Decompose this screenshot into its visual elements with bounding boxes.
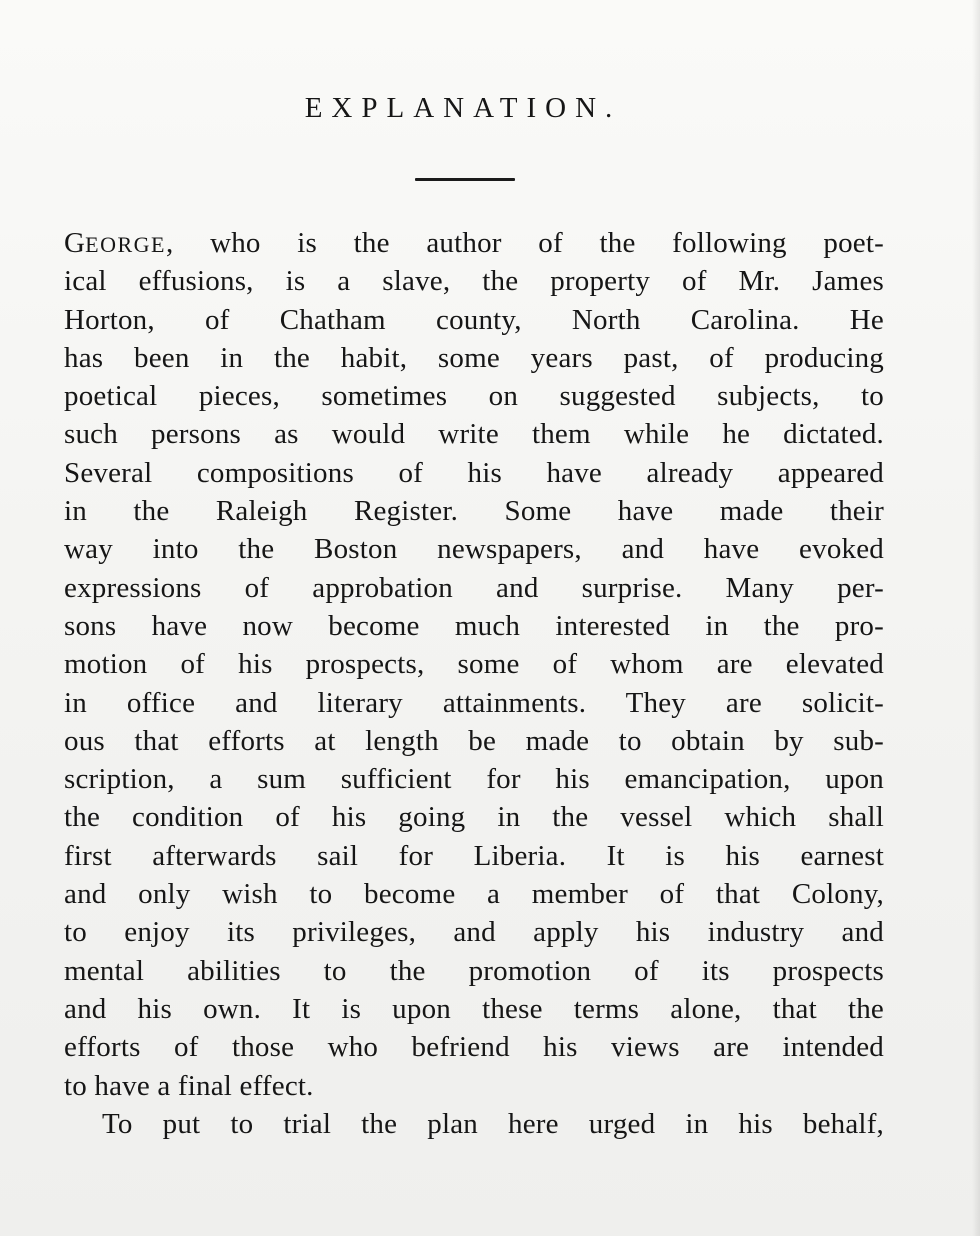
paragraph-1-line: ous that efforts at length be made to obtain by sub- [64,724,884,757]
paragraph-1-line: such persons as would write them while he dictated. [64,418,884,451]
paragraph-1-line: poetical pieces, sometimes on suggested subjects, to [64,380,884,413]
paragraph-1-line: and only wish to become a member of that Colony, [64,878,884,911]
paragraph-1-line: Horton, of Chatham county, North Carolina. He [64,303,884,336]
paragraph-1-line: sons have now become much interested in the pro- [64,609,884,642]
paragraph-1-line: and his own. It is upon these terms alone, that the [64,992,884,1025]
paragraph-1-line: first afterwards sail for Liberia. It is his earnest [64,839,884,872]
author-name-capital: G [64,227,86,259]
heading-divider-rule [415,178,515,181]
paragraph-1-last-line: to have a final effect. [64,1069,314,1102]
paragraph-1-line-1 [64,224,884,262]
paragraph-1-line: ical effusions, is a slave, the property of Mr. James [64,265,884,298]
page-heading: EXPLANATION. [304,92,622,124]
paragraph-1-line: Several compositions of his have already appeared [64,456,884,489]
author-name-smallcaps: EORGE [85,232,166,257]
paragraph-1-line: way into the Boston newspapers, and have evoked [64,533,884,566]
paragraph-1-line: to enjoy its privileges, and apply his industry and [64,916,884,949]
paragraph-1-line: scription, a sum sufficient for his emancipation, upon [64,763,884,796]
paragraph-1-line: mental abilities to the promotion of its prospects [64,954,884,987]
paragraph-1-line: motion of his prospects, some of whom are elevated [64,648,884,681]
paragraph-1-line: has been in the habit, some years past, of producing [64,341,884,374]
paragraph-1-line: in the Raleigh Register. Some have made their [64,495,884,528]
paragraph-1-line-1-text: , who is the author of the following poet- [165,227,884,259]
paragraph-2-line-1: To put to trial the plan here urged in his behalf, [102,1107,884,1140]
paragraph-1-line: the condition of his going in the vessel which shall [64,801,884,834]
paragraph-1-line: efforts of those who befriend his views are intended [64,1031,884,1064]
paragraph-1-line: in office and literary attainments. They are solicit- [64,686,884,719]
body-text [64,224,884,1143]
paragraph-1-line: expressions of approbation and surprise. Many per- [64,571,884,604]
